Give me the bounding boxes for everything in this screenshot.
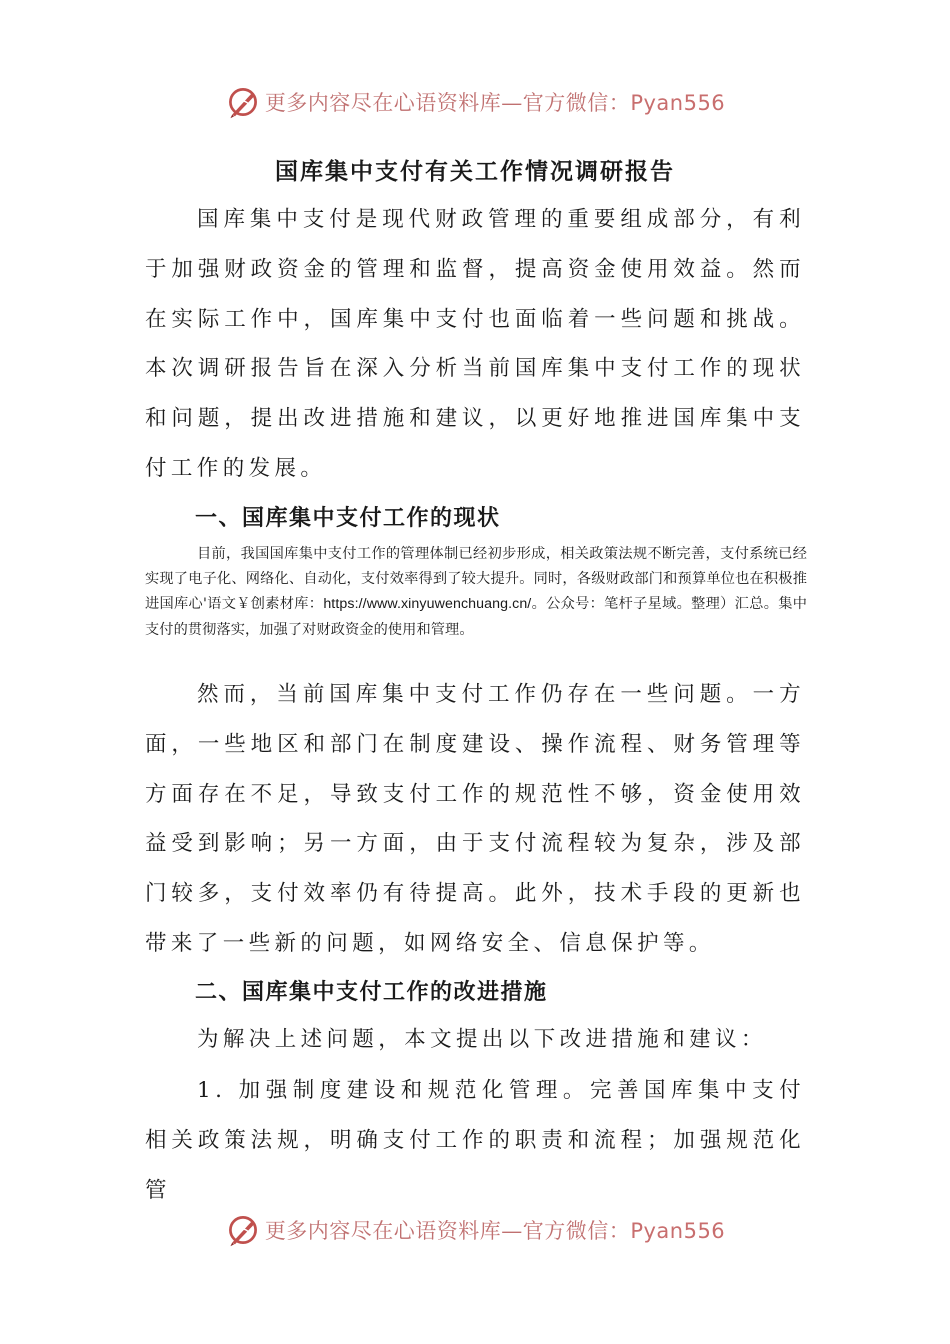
document-title: 国库集中支付有关工作情况调研报告	[275, 158, 675, 185]
watermark-text: 更多内容尽在心语资料库—官方微信：Pyan556	[264, 91, 726, 115]
section2-item-1: 1. 加强制度建设和规范化管理。完善国库集中支付相关政策法规，明确支付工作的职责和流程；加强规范化管	[145, 1078, 805, 1203]
section1-paragraph-2: 然而，当前国库集中支付工作仍存在一些问题。一方面，一些地区和部门在制度建设、操作流程、财务管理等方面存在不足，导致支付工作的规范性不够，资金使用效益受到影响；另一方面，由于支付流程较为复杂，涉及部门较多，支付效率仍有待提高。此外，技术手段的更新也带来了一些新的问题，如网络安全、信息保护等。	[145, 682, 805, 956]
source-url: https://www.xinyuwenchuang.cn/	[323, 596, 532, 613]
watermark-text: 更多内容尽在心语资料库—官方微信：Pyan556	[264, 1219, 726, 1243]
section1-heading: 一、国库集中支付工作的现状	[195, 505, 501, 531]
section2-heading: 二、国库集中支付工作的改进措施	[195, 979, 548, 1005]
section2-intro: 为解决上述问题，本文提出以下改进措施和建议：	[197, 1027, 767, 1052]
pen-logo-icon	[225, 1212, 261, 1248]
section1-small-paragraph: 目前，我国国库集中支付工作的管理体制已经初步形成，相关政策法规不断完善，支付系统已经实现了电子化、网络化、自动化，支付效率得到了较大提升。同时，各级财政部门和预算单位也在积极推进国库心'语文￥创素材库：https://www.xinyuwenchuang.cn/。公众号：笔杆子星域。整理）汇总。集中支付的贯彻落实，加强了对财政资金的使用和管理。	[145, 546, 807, 638]
watermark-banner-bottom	[0, 1208, 950, 1252]
intro-paragraph: 国库集中支付是现代财政管理的重要组成部分，有利于加强财政资金的管理和监督，提高资金使用效益。然而在实际工作中，国库集中支付也面临着一些问题和挑战。本次调研报告旨在深入分析当前国库集中支付工作的现状和问题，提出改进措施和建议，以更好地推进国库集中支付工作的发展。	[145, 207, 805, 481]
watermark-banner-top	[0, 80, 950, 124]
pen-logo-icon	[225, 84, 261, 120]
